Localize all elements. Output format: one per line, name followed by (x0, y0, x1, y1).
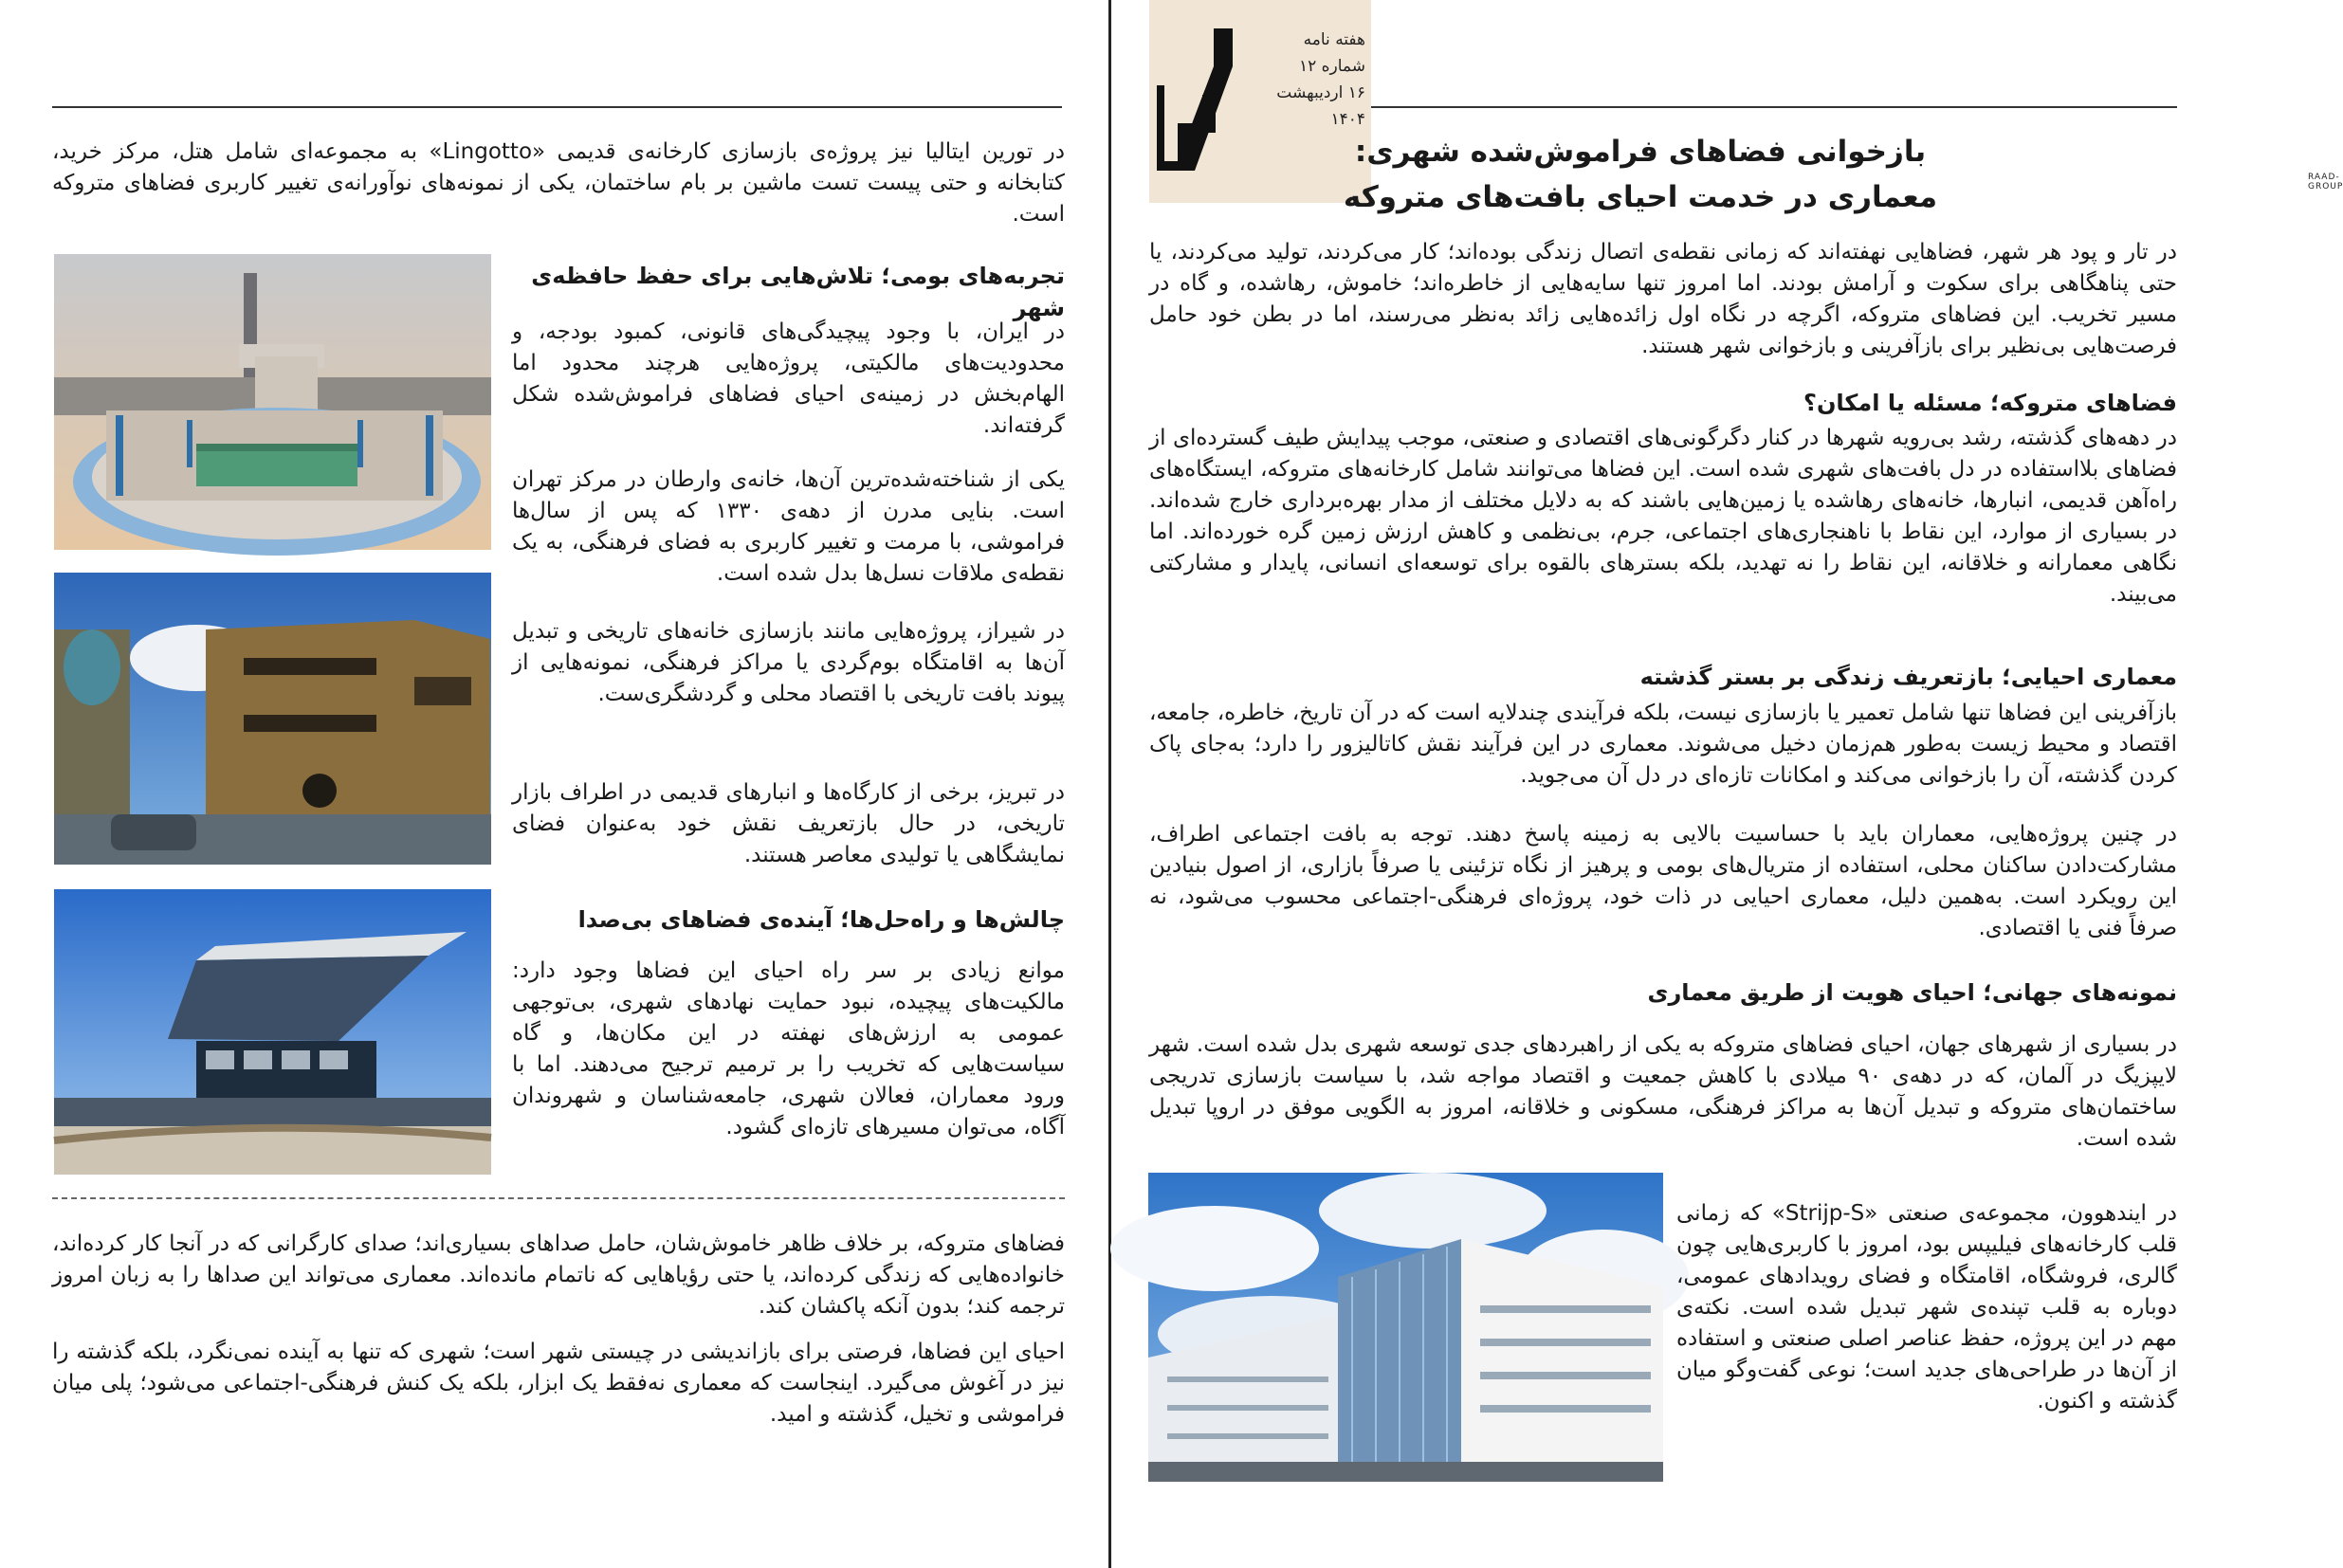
paragraph-tabriz: در تبریز، برخی از کارگاه‌ها و انبارهای قدیمی در اطراف بازار تاریخی، در حال بازتعریف نقش خود به‌عنوان فضای نمایشگاهی یا تولیدی معاصر هستند. (512, 780, 1065, 867)
brand-label: RAAD-GROUP (2308, 173, 2343, 191)
issue-label: هفته نامه (1303, 30, 1365, 49)
paragraph-leipzig: در بسیاری از شهرهای جهان، احیای فضاهای متروکه به یکی از راهبردهای جدی توسعه شهری بدل شده است. شهر لایپزیگ در آلمان، که در دهه‌ی ۹۰ میلادی با کاهش جمعیت و اقتصاد مواجه شد، با سیاست بازسازی تدریجی ساختمان‌های متروکه و تبدیل آن‌ها به مراکز فرهنگی، مسکونی و خلاقانه، امروز به الگویی موفق در اروپا تبدیل شده است. (1149, 1032, 2178, 1151)
cantilever-building-photo (54, 889, 491, 1175)
title-line-1: بازخوانی فضاهای فراموش‌شده شهری: (1354, 135, 1927, 169)
paragraph-vartan-house: یکی از شناخته‌شده‌ترین آن‌ها، خانه‌ی وارطان در مرکز تهران است. بنایی مدرن از دهه‌ی ۱۳۳۰ که پس از سال‌ها فراموشی، با مرمت و تغییر کاربری به فضای فرهنگی، به یک نقطه‌ی ملاقات نسل‌ها بدل شده است. (512, 467, 1065, 586)
issue-date: ۱۶ اردیبهشت ۱۴۰۴ (1276, 83, 1365, 129)
heading-revival-architecture: معماری احیایی؛ بازتعریف زندگی بر بستر گذشته (1639, 664, 2177, 690)
article-title (1176, 129, 2105, 220)
title-line-2: معماری در خدمت احیای بافت‌های متروکه (1343, 180, 1938, 214)
paragraph-iran-constraints: در ایران، با وجود پیچیدگی‌های قانونی، کمبود بودجه، و محدودیت‌های مالکیتی، پروژه‌هایی هرچند محدود اما الهام‌بخش در زمینه‌ی احیای فضاهای فراموش‌شده شکل گرفته‌اند. (512, 319, 1065, 438)
heading-problem-or-opportunity: فضاهای متروکه؛ مسئله یا امکان؟ (1803, 390, 2177, 416)
header-rule-left (52, 106, 1062, 108)
header-rule-right (1371, 106, 2177, 108)
heading-challenges-solutions: چالش‌ها و راه‌حل‌ها؛ آینده‌ی فضاهای بی‌صدا (577, 906, 1065, 933)
paragraph-regeneration: بازآفرینی این فضاها تنها شامل تعمیر یا بازسازی نیست، بلکه فرآیندی چندلایه است که در آن تاریخ، خاطره، جامعه، اقتصاد و محیط زیست به‌طور هم‌زمان دخیل می‌شوند. معماری در این فرآیند نقش کاتالیزور را دارد؛ به‌جای پاک کردن گذشته، آن را بازخوانی می‌کند و امکانات تازه‌ای در دل آن می‌جوید. (1149, 701, 2177, 788)
paragraph-abandoned-spaces: در دهه‌های گذشته، رشد بی‌رویه شهرها در کنار دگرگونی‌های اقتصادی و صنعتی، موجب پیدایش طیف گسترده‌ای از فضاهای بلااستفاده در دل بافت‌های شهری شده است. این فضاها می‌توانند شامل کارخانه‌های متروکه، ایستگاه‌های راه‌آهن قدیمی، انبارها، خانه‌های رهاشده یا زمین‌هایی باشند که به دلایل مختلف از مدار بهره‌برداری خارج شده‌اند. در بسیاری از موارد، این نقاط با ناهنجاری‌های اجتماعی، جرم، بی‌نظمی و کاهش ارزش زمین گره خورده‌اند. اما نگاهی معمارانه و خلاقانه، این نقاط را نه تهدید، بلکه بسترهای بالقوه برای توسعه‌ای انسانی، پایدار و مشارکتی می‌بیند. (1149, 426, 2177, 607)
heading-local-experiences: تجربه‌های بومی؛ تلاش‌هایی برای حفظ حافظه‌ی شهر (531, 263, 1065, 321)
paragraph-shiraz: در شیراز، پروژه‌هایی مانند بازسازی خانه‌های تاریخی و تبدیل آن‌ها به اقامتگاه بوم‌گردی یا مراکز فرهنگی، نمونه‌هایی از پیوند بافت تاریخی با اقتصاد محلی و گردشگری‌ست. (512, 619, 1065, 706)
issue-number: شماره ۱۲ (1298, 57, 1365, 76)
issue-info (1271, 27, 1365, 133)
intro-paragraph: در تار و پود هر شهر، فضاهایی نهفته‌اند که زمانی نقطه‌ی اتصال زندگی بوده‌اند؛ کار می‌کردند، تولید می‌کردند، یا حتی پناهگاهی برای سکوت و آرامش بودند. اما امروز تنها سایه‌هایی از خاطره‌اند؛ خاموش، رهاشده، و گاه در مسیر تخریب. این فضاهای متروکه، اگرچه در نگاه اول زائده‌هایی زائد به‌نظر می‌رسند، اما در بطن خود حامل فرصت‌هایی بی‌نظیر برای بازآفرینی و بازخوانی شهر هستند. (1149, 240, 2177, 358)
vartan-house-photo (54, 573, 491, 865)
strijp-s-photo (1148, 1173, 1663, 1482)
paragraph-strijp-s: در ایندهوون، مجموعه‌ی صنعتی «Strijp-S» که زمانی قلب کارخانه‌های فیلیپس بود، امروز با کاربری‌هایی چون گالری، فروشگاه، اقامتگاه و فضای رویدادهای عمومی، دوباره به قلب تپنده‌ی شهر تبدیل شده است. نکته‌ی مهم در این پروژه، حفظ عناصر اصلی صنعتی و استفاده از آن‌ها در طراحی‌های جدید است؛ نوعی گفت‌وگو میان گذشته و اکنون. (1676, 1201, 2177, 1413)
page-divider (1108, 0, 1111, 1568)
paragraph-lingotto: در تورین ایتالیا نیز پروژه‌ی بازسازی کارخانه‌ی قدیمی «Lingotto» به مجموعه‌ای شامل هتل، مرکز خرید، کتابخانه و حتی پیست تست ماشین بر بام ساختمان، یکی از نمونه‌های نوآورانه‌ی تغییر کاربری فضاهای متروکه است. (52, 139, 1065, 227)
paragraph-conclusion: احیای این فضاها، فرصتی برای بازاندیشی در چیستی شهر است؛ شهری که تنها به آینده نمی‌نگرد، بلکه گذشته را نیز در آغوش می‌گیرد. اینجاست که معماری نه‌فقط یک ابزار، بلکه یک کنش فرهنگی-اجتماعی می‌شود؛ پلی میان فراموشی و تخیل، گذشته و امید. (52, 1340, 1065, 1427)
paragraph-obstacles: موانع زیادی بر سر راه احیای این فضاها وجود دارد: مالکیت‌های پیچیده، نبود حمایت نهادهای شهری، بی‌توجهی عمومی به ارزش‌های نهفته در این مکان‌ها، و گاه سیاست‌هایی که تخریب را بر ترمیم ترجیح می‌دهند. اما با ورود معماران، فعالان شهری، جامعه‌شناسان و شهروندان آگاه، می‌توان مسیرهای تازه‌ای گشود. (512, 958, 1065, 1140)
paragraph-silent-voices: فضاهای متروکه، بر خلاف ظاهر خاموش‌شان، حامل صداهای بسیاری‌اند؛ صدای کارگرانی که در آنجا کار کرده‌اند، خانواده‌هایی که زندگی کرده‌اند، یا حتی رؤیاهایی که ناتمام مانده‌اند. معماری می‌تواند این صداها را به زبان امروز ترجمه کند؛ بدون آنکه پاکشان کند. (52, 1231, 1065, 1319)
conclusion-separator (52, 1197, 1065, 1199)
heading-global-examples: نمونه‌های جهانی؛ احیای هویت از طریق معماری (1647, 979, 2177, 1006)
paragraph-architect-sensitivity: در چنین پروژه‌هایی، معماران باید با حساسیت بالایی به زمینه پاسخ دهند. توجه به بافت اجتماعی اطراف، مشارکت‌دادن ساکنان محلی، استفاده از متریال‌های بومی و پرهیز از نگاه تزئینی یا صرفاً بازاری، از اصول بنیادین این رویکرد است. به‌همین دلیل، معماری احیایی در ذات خود، پروژه‌ای فرهنگی-اجتماعی محسوب می‌شود، نه صرفاً فنی یا اقتصادی. (1149, 822, 2177, 940)
lingotto-rooftop-photo (54, 254, 491, 550)
